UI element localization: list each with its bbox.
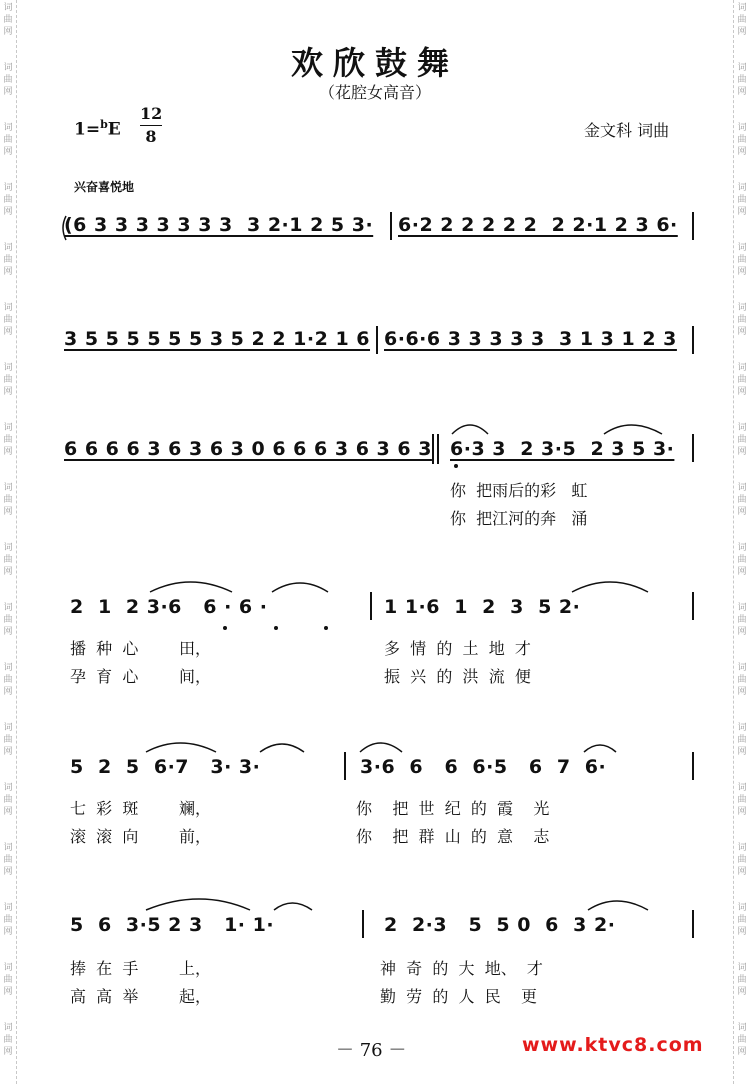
notation-line-3b: 6·3 3 2 3·5 2 3 5 3· (450, 438, 675, 460)
slur (588, 901, 648, 910)
slur (584, 745, 616, 752)
lyrics-verse-2: 滚 滚 向 前， (70, 827, 212, 846)
watermark-text: 词 曲 网 (3, 303, 13, 337)
notation-line-5a: 5 2 5 6·7 3· 3· (70, 756, 261, 778)
lyrics-verse-2: 孕 育 心 间， (70, 667, 212, 686)
notation-line-2b: 6·6·6 3 3 3 3 3 3 1 3 1 2 3 (384, 328, 677, 350)
watermark-text: 词 曲 网 (737, 903, 747, 937)
watermark-text: 词 曲 网 (737, 123, 747, 157)
lyrics-verse-1: 播 种 心 田， (70, 639, 212, 658)
notation-line-1b: 6·2 2 2 2 2 2 2 2·1 2 3 6· (398, 214, 678, 236)
watermark-text: 词 曲 网 (737, 363, 747, 397)
slur (604, 425, 662, 434)
time-denominator: 8 (145, 127, 157, 146)
slur (452, 425, 488, 434)
octave-dot (454, 464, 458, 468)
watermark-text: 词 曲 网 (737, 543, 747, 577)
lyrics-verse-1: 捧 在 手 上， (70, 959, 212, 978)
time-numerator: 12 (140, 104, 163, 123)
watermark-text: 词 曲 网 (737, 783, 747, 817)
slur (260, 744, 304, 752)
watermark-text: 词 曲 网 (737, 243, 747, 277)
slur (572, 582, 648, 592)
watermark-text: 词 曲 网 (737, 723, 747, 757)
notation-line-6b: 2 2·3 5 5 0 6 3 2· (384, 914, 616, 936)
song-title: 欢欣鼓舞 (290, 44, 459, 82)
watermark-text: 词 曲 网 (737, 423, 747, 457)
key-signature: 1=$^b$E (74, 118, 121, 140)
watermark-text: 词 曲 网 (737, 3, 747, 37)
watermark-text: 词 曲 网 (3, 1023, 13, 1057)
notation-line-4a: 2 1 2 3·6 6 · 6 · (70, 596, 268, 618)
watermark-text: 词 曲 网 (3, 783, 13, 817)
watermark-text: 词 曲 网 (737, 963, 747, 997)
watermark-text: 词 曲 网 (3, 63, 13, 97)
watermark-text: 词 曲 网 (737, 63, 747, 97)
lyrics-verse-2: 高 高 举 起， (70, 987, 212, 1006)
watermark-text: 词 曲 网 (3, 663, 13, 697)
notation-line-3a: 6 6 6 6 3 6 3 6 3 0 6 6 6 3 6 3 6 3 (64, 438, 432, 460)
author-credit: 金文科 词曲 (584, 121, 670, 140)
watermark-text: 词 曲 网 (3, 963, 13, 997)
watermark-text: 词 曲 网 (737, 303, 747, 337)
watermark-text: 词 曲 网 (737, 843, 747, 877)
notation-line-4b: 1 1·6 1 2 3 5 2· (384, 596, 581, 618)
watermark-text: 词 曲 网 (3, 723, 13, 757)
watermark-text: 词 曲 网 (3, 243, 13, 277)
site-watermark: www.ktvc8.com (522, 1034, 704, 1056)
notation-line-5b: 3·6 6 6 6·5 6 7 6· (360, 756, 607, 778)
slur (272, 583, 328, 592)
octave-dot (274, 626, 278, 630)
notation-line-2a: 3 5 5 5 5 5 5 3 5 2 2 1·2 1 6 (64, 328, 371, 350)
slur (146, 899, 250, 910)
lyrics-verse-2: 你 把江河的奔 涌 (450, 509, 588, 528)
watermark-text: 词 曲 网 (3, 903, 13, 937)
lyrics-verse-1: 神 奇 的 大 地、 才 (380, 959, 543, 978)
slur (146, 743, 216, 752)
notation-line-6a: 5 6 3·5 2 3 1· 1· (70, 914, 275, 936)
watermark-text: 词 曲 网 (3, 603, 13, 637)
watermark-text: 词 曲 网 (3, 543, 13, 577)
tempo-marking: 兴奋喜悦地 (74, 180, 135, 194)
octave-dot (324, 626, 328, 630)
lyrics-verse-2: 勤 劳 的 人 民 更 (380, 987, 538, 1006)
lyrics-verse-1: 七 彩 斑 斓， (70, 799, 212, 818)
left-paren-curve (63, 216, 66, 240)
slur (150, 582, 232, 592)
lyrics-verse-2: 你 把 群 山 的 意 志 (356, 827, 550, 846)
watermark-text: 词 曲 网 (737, 1023, 747, 1057)
watermark-text: 词 曲 网 (3, 183, 13, 217)
watermark-text: 词 曲 网 (3, 423, 13, 457)
watermark-text: 词 曲 网 (737, 483, 747, 517)
watermark-text: 词 曲 网 (737, 183, 747, 217)
notation-line-1a: (6 3 3 3 3 3 3 3 3 2·1 2 5 3· (64, 214, 374, 236)
lyrics-verse-1: 多 情 的 土 地 才 (384, 639, 531, 658)
slur (274, 903, 312, 910)
lyrics-verse-1: 你 把 世 纪 的 霞 光 (356, 799, 550, 818)
octave-dot (223, 626, 227, 630)
lyrics-verse-2: 振 兴 的 洪 流 便 (384, 667, 531, 686)
watermark-text: 词 曲 网 (3, 363, 13, 397)
watermark-text: 词 曲 网 (737, 603, 747, 637)
song-subtitle: （花腔女高音） (318, 83, 431, 102)
page-number: － 76 － (336, 1040, 407, 1061)
watermark-text: 词 曲 网 (3, 483, 13, 517)
slur (360, 743, 402, 752)
watermark-text: 词 曲 网 (737, 663, 747, 697)
watermark-text: 词 曲 网 (3, 3, 13, 37)
watermark-text: 词 曲 网 (3, 123, 13, 157)
watermark-text: 词 曲 网 (3, 843, 13, 877)
lyrics-verse-1: 你 把雨后的彩 虹 (450, 481, 588, 500)
